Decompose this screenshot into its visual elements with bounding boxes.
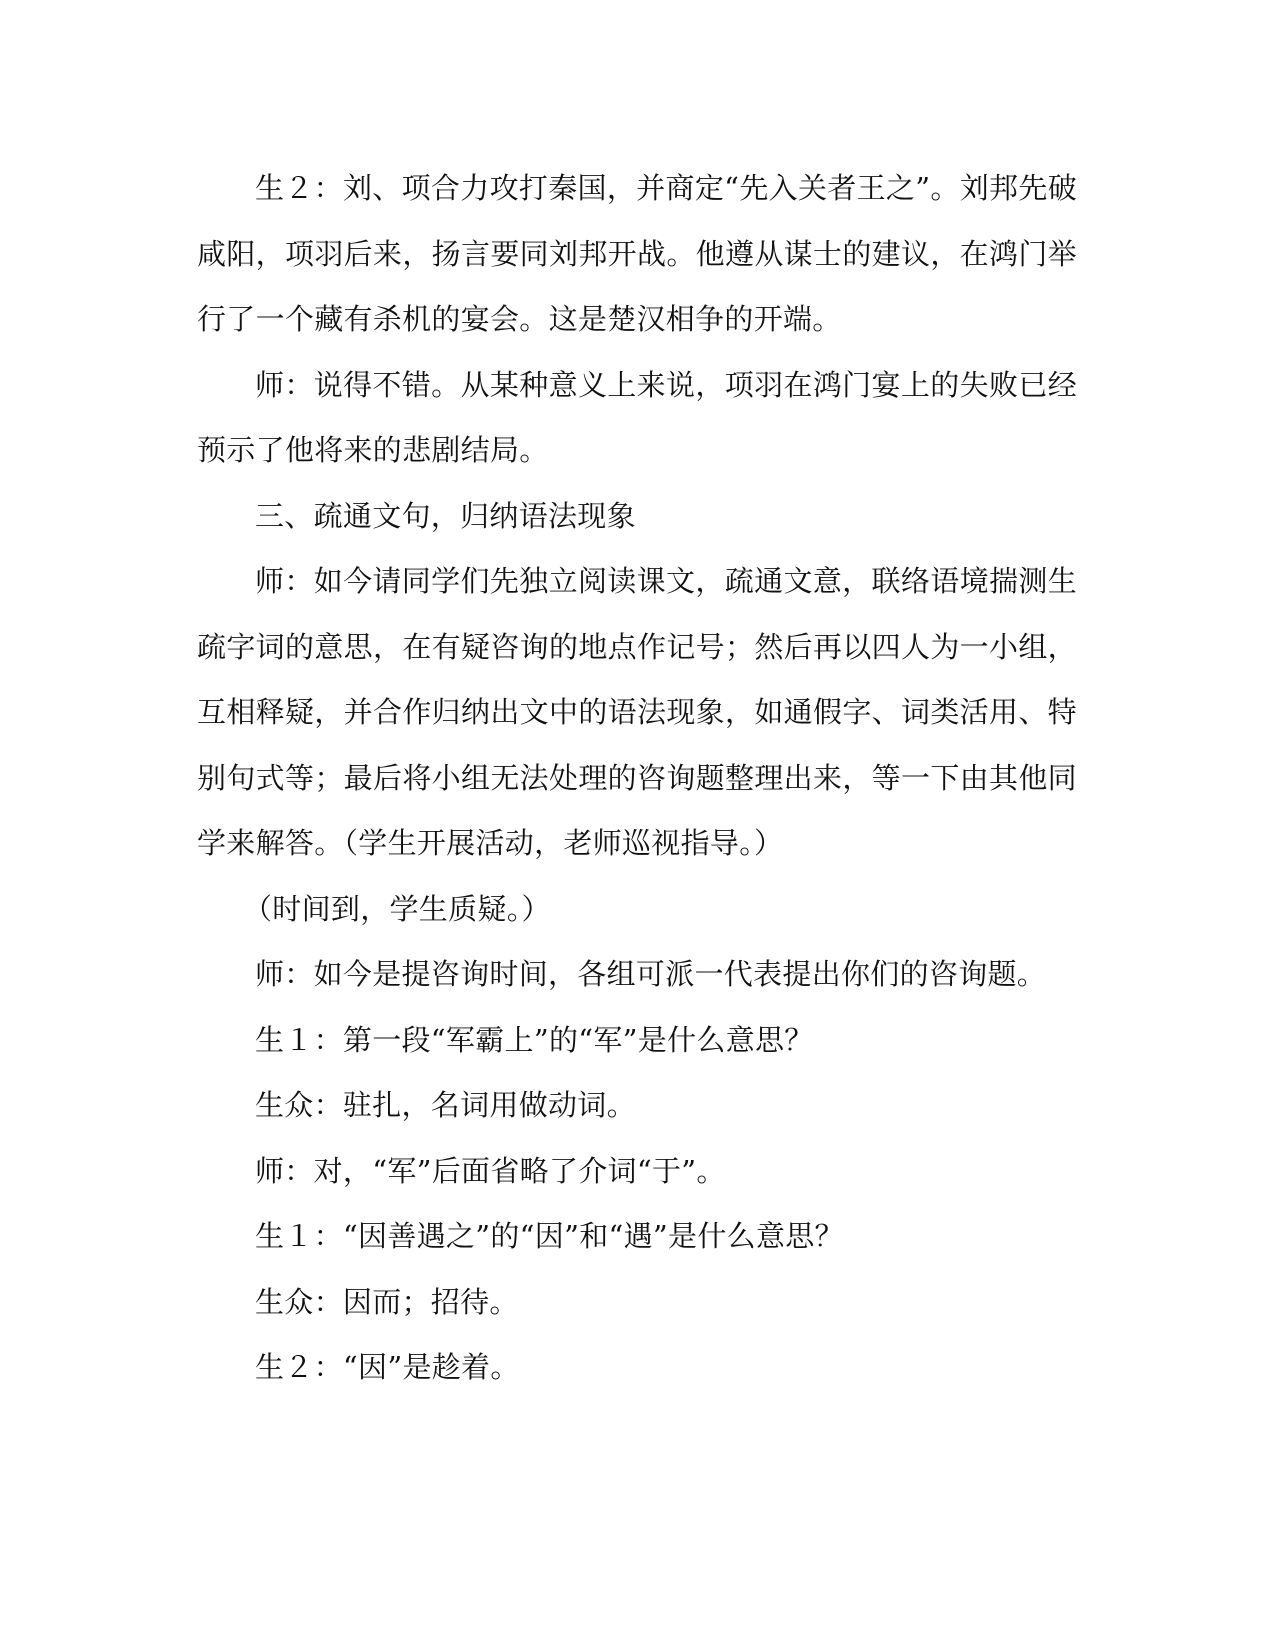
- paragraph-teacher-comment: 师：说得不错。从某种意义上来说，项羽在鸿门宴上的失败已经预示了他将来的悲剧结局。: [197, 367, 1077, 467]
- paragraph-teacher-question-time: 师：如今是提咨询时间，各组可派一代表提出你们的咨询题。: [255, 957, 1047, 991]
- paragraph-student1-question-yin-yu: 生１：“因善遇之”的“因”和“遇”是什么意思？: [255, 1219, 844, 1253]
- document-body: [197, 156, 1077, 1401]
- paragraph-students-answer-yin-yu: 生众：因而；招待。: [255, 1284, 519, 1319]
- paragraph-students-answer-jun: 生众：驻扎，名词用做动词。: [255, 1088, 636, 1122]
- paragraph-student2-answer-yin: 生２：“因”是趁着。: [255, 1350, 520, 1384]
- paragraph-time-up-note: （时间到，学生质疑。）: [243, 891, 551, 926]
- section-heading-three: 三、疏通文句，归纳语法现象: [255, 498, 636, 533]
- paragraph-student1-question-jun: 生１：第一段“军霸上”的“军”是什么意思？: [255, 1022, 814, 1057]
- paragraph-student2-background: 生２：刘、项合力攻打秦国，并商定“先入关者王之”。刘邦先破咸阳，项羽后来，扬言要同刘邦开战。他遵从谋士的建议，在鸿门举行了一个藏有杀机的宴会。这是楚汉相争的开端。: [197, 171, 1077, 336]
- paragraph-teacher-note-yu: 师：对，“军”后面省略了介词“于”。: [255, 1153, 726, 1188]
- paragraph-teacher-instructions: 师：如今请同学们先独立阅读课文，疏通文意，联络语境揣测生疏字词的意思，在有疑咨询的地点作记号；然后再以四人为一小组，互相释疑，并合作归纳出文中的语法现象，如通假字、词类活用、特别句式等；最后将小组无法处理的咨询题整理出来，等一下由其他同学来解答。（学生开展活动，老师巡视指导。）: [197, 564, 1077, 860]
